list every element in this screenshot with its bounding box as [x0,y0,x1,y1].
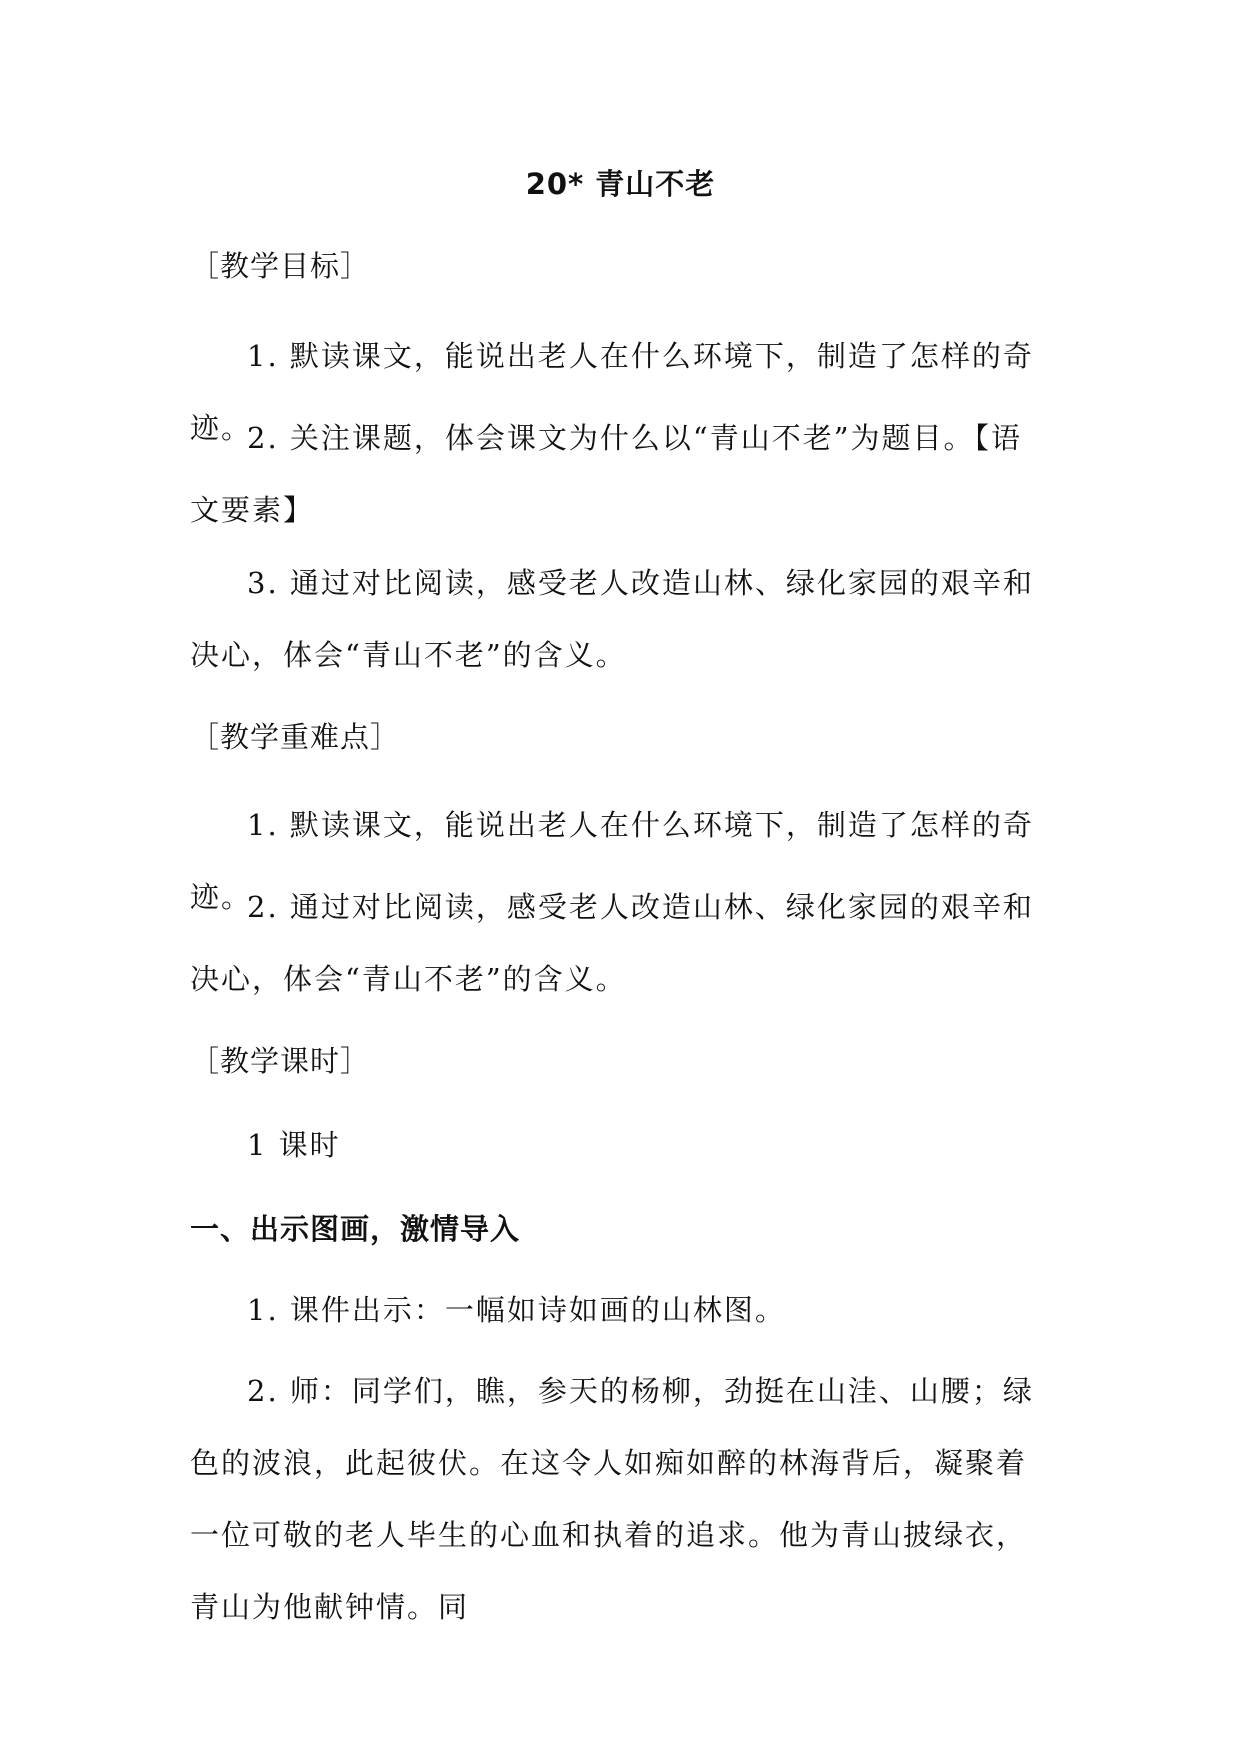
goal-item-2: 2. 关注课题，体会课文为什么以“青山不老”为题目。【语文要素】 [190,421,1023,527]
goal-item-1: 1. 默读课文，能说出老人在什么环境下，制造了怎样的奇迹。 [190,339,1034,445]
hours-heading: ［教学课时］ [190,1044,371,1078]
key-point-item-2: 2. 通过对比阅读，感受老人改造山林、绿化家园的艰辛和决心，体会“青山不老”的含义。 [190,890,1034,996]
hours-value: 1 课时 [247,1128,341,1162]
part1-item-2: 2. 师：同学们，瞧，参天的杨柳，劲挺在山洼、山腰；绿色的波浪，此起彼伏。在这令人如痴如醉的林海背后，凝聚着一位可敬的老人毕生的心血和执着的追求。他为青山披绿衣，青山为他献钟情。同 [190,1374,1034,1624]
goal-item-3: 3. 通过对比阅读，感受老人改造山林、绿化家园的艰辛和决心，体会“青山不老”的含义。 [190,566,1034,672]
part1-item-1: 1. 课件出示：一幅如诗如画的山林图。 [247,1293,786,1327]
page-title: 20* 青山不老 [525,167,716,201]
part1-heading: 一、出示图画，激情导入 [190,1212,521,1246]
key-points-heading: ［教学重难点］ [190,720,401,754]
goals-heading: ［教学目标］ [190,249,371,283]
key-point-item-1: 1. 默读课文，能说出老人在什么环境下，制造了怎样的奇迹。 [190,808,1034,914]
